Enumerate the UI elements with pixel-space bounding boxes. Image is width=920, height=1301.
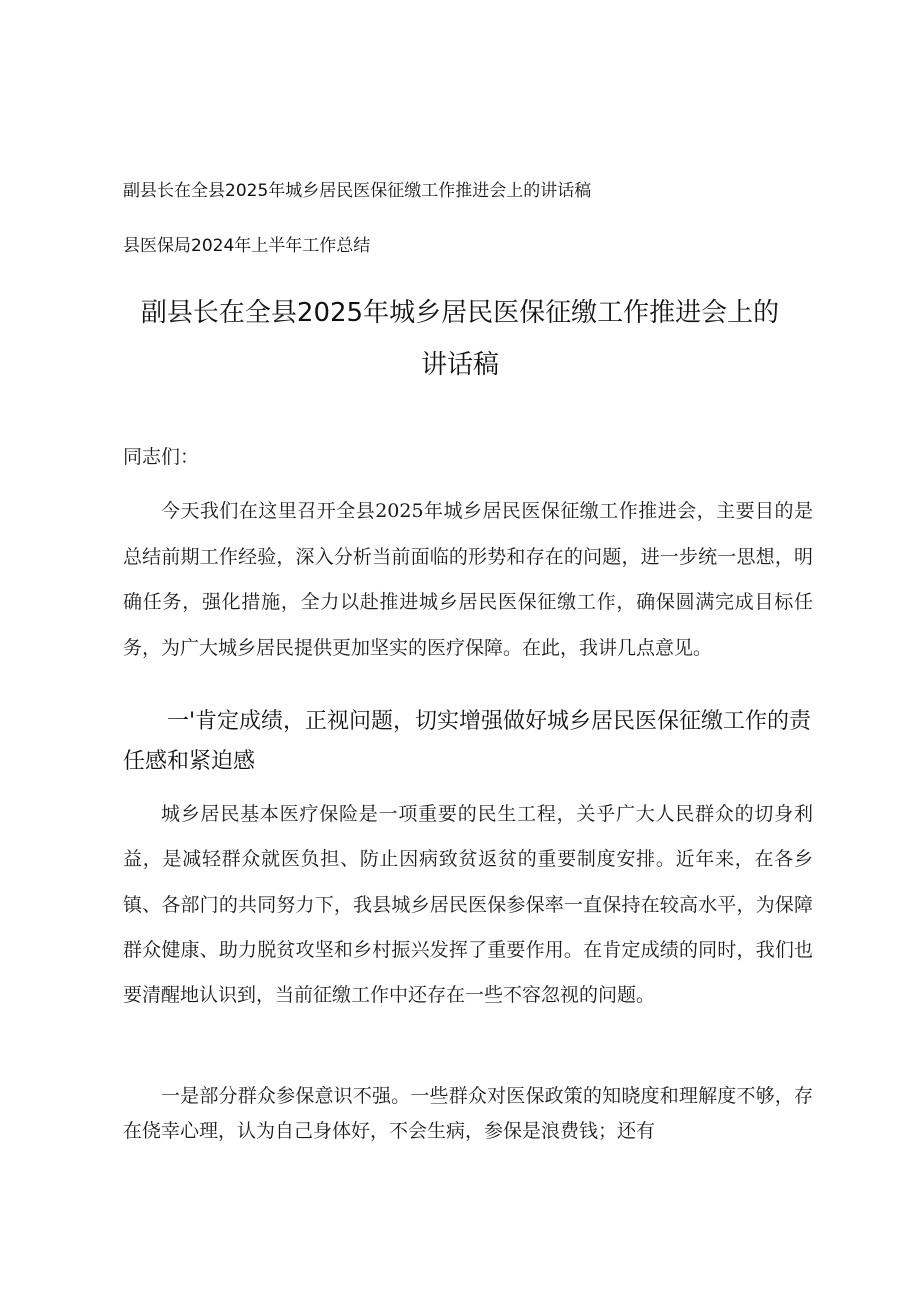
paragraph-background: 城乡居民基本医疗保险是一项重要的民生工程，关乎广大人民群众的切身利益，是减轻群众就医负担、防止因病致贫返贫的重要制度安排。近年来，在各乡镇、各部门的共同努力下，我县城乡居民医保参保率一直保持在较高水平，为保障群众健康、助力脱贫攻坚和乡村振兴发挥了重要作用。在肯定成绩的同时，我们也要清醒地认识到，当前征缴工作中还存在一些不容忽视的问题。 xyxy=(123,803,813,1007)
section-heading-1: 一'肯定成绩，正视问题，切实增强做好城乡居民医保征缴工作的责任感和紧迫感 xyxy=(123,709,812,774)
paragraph-intro: 今天我们在这里召开全县2025年城乡居民医保征缴工作推进会，主要目的是总结前期工作经验，深入分析当前面临的形势和存在的问题，进一步统一思想，明确任务，强化措施，全力以赴推进城乡居民医保征缴工作，确保圆满完成目标任务，为广大城乡居民提供更加坚实的医疗保障。在此，我讲几点意见。 xyxy=(123,500,813,659)
document-title-line-2: 讲话稿 xyxy=(420,350,499,380)
salutation: 同志们： xyxy=(123,446,200,468)
toc-link-speech[interactable]: 副县长在全县2025年城乡居民医保征缴工作推进会上的讲话稿 xyxy=(123,181,592,201)
document-title-line-1: 副县长在全县2025年城乡居民医保征缴工作推进会上的 xyxy=(140,298,780,328)
paragraph-problem-1: 一是部分群众参保意识不强。一些群众对医保政策的知晓度和理解度不够，存在侥幸心理，认为自己身体好，不会生病，参保是浪费钱；还有 xyxy=(123,1085,813,1142)
toc-link-work-summary[interactable]: 县医保局2024年上半年工作总结 xyxy=(123,236,371,256)
